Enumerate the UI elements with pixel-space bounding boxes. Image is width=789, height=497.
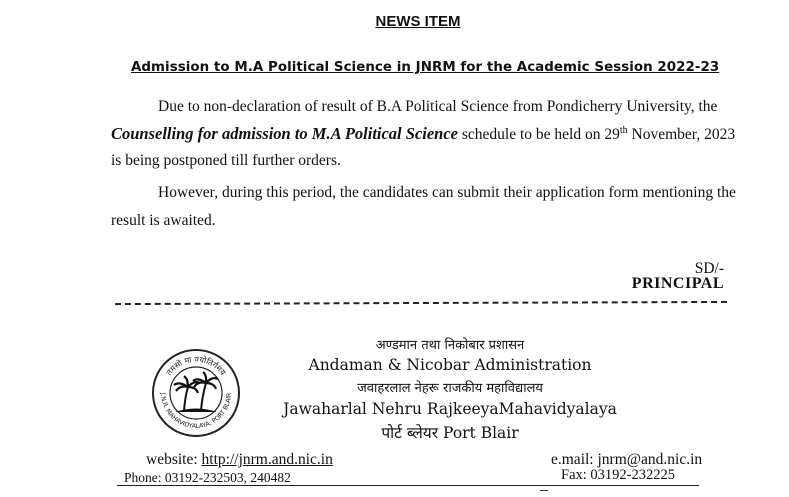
svg-text:J.N.R. MAHAVIDYALAYA, PORT BLA: J.N.R. MAHAVIDYALAYA, PORT BLAIR [158, 392, 234, 431]
signature-sd: SD/- [694, 260, 724, 277]
para1-line2 [111, 124, 735, 144]
college-name-english: Jawaharlal Nehru RajkeeyaMahavidyalaya [283, 400, 617, 418]
footer-rule [117, 485, 699, 486]
para1-line1: Due to non-declaration of result of B.A Political Science from Pondicherry University, the [158, 98, 718, 115]
admin-name-english: Andaman & Nicobar Administration [308, 356, 592, 374]
news-item-heading: NEWS ITEM [375, 13, 461, 30]
website-label: website: [146, 451, 198, 468]
website-link[interactable]: http://jnrm.and.nic.in [201, 451, 333, 468]
schedule-date: November, 2023 [631, 126, 736, 143]
city-name: पोर्ट ब्लेयर Port Blair [381, 424, 519, 442]
notice-subject: Admission to M.A Political Science in JNRM for the Academic Session 2022-23 [131, 60, 720, 75]
svg-text:तमसो मा ज्योतिर्गमय: तमसो मा ज्योतिर्गमय [164, 354, 228, 377]
para2-line2: result is awaited. [111, 212, 216, 229]
fax-line: Fax: 03192-232225 [561, 467, 675, 483]
dashed-divider [115, 301, 727, 305]
counselling-emphasis: Counselling for admission to M.A Political Science [111, 124, 458, 143]
college-name-hindi: जवाहरलाल नेहरू राजकीय महाविद्यालय [357, 381, 543, 396]
para1-line3: is being postponed till further orders. [111, 152, 341, 169]
date-ordinal: th [619, 124, 628, 136]
website-line [146, 451, 333, 469]
schedule-text: schedule to be held on 29 [461, 126, 620, 143]
phone-line: Phone: 03192-232503, 240482 [124, 470, 291, 485]
para2-line1: However, during this period, the candidates can submit their application form mentioning the [158, 184, 736, 201]
email-line: e.mail: jnrm@and.nic.in [551, 451, 703, 468]
admin-name-hindi: अण्डमान तथा निकोबार प्रशासन [375, 338, 525, 353]
signatory-principal: PRINCIPAL [631, 275, 724, 292]
